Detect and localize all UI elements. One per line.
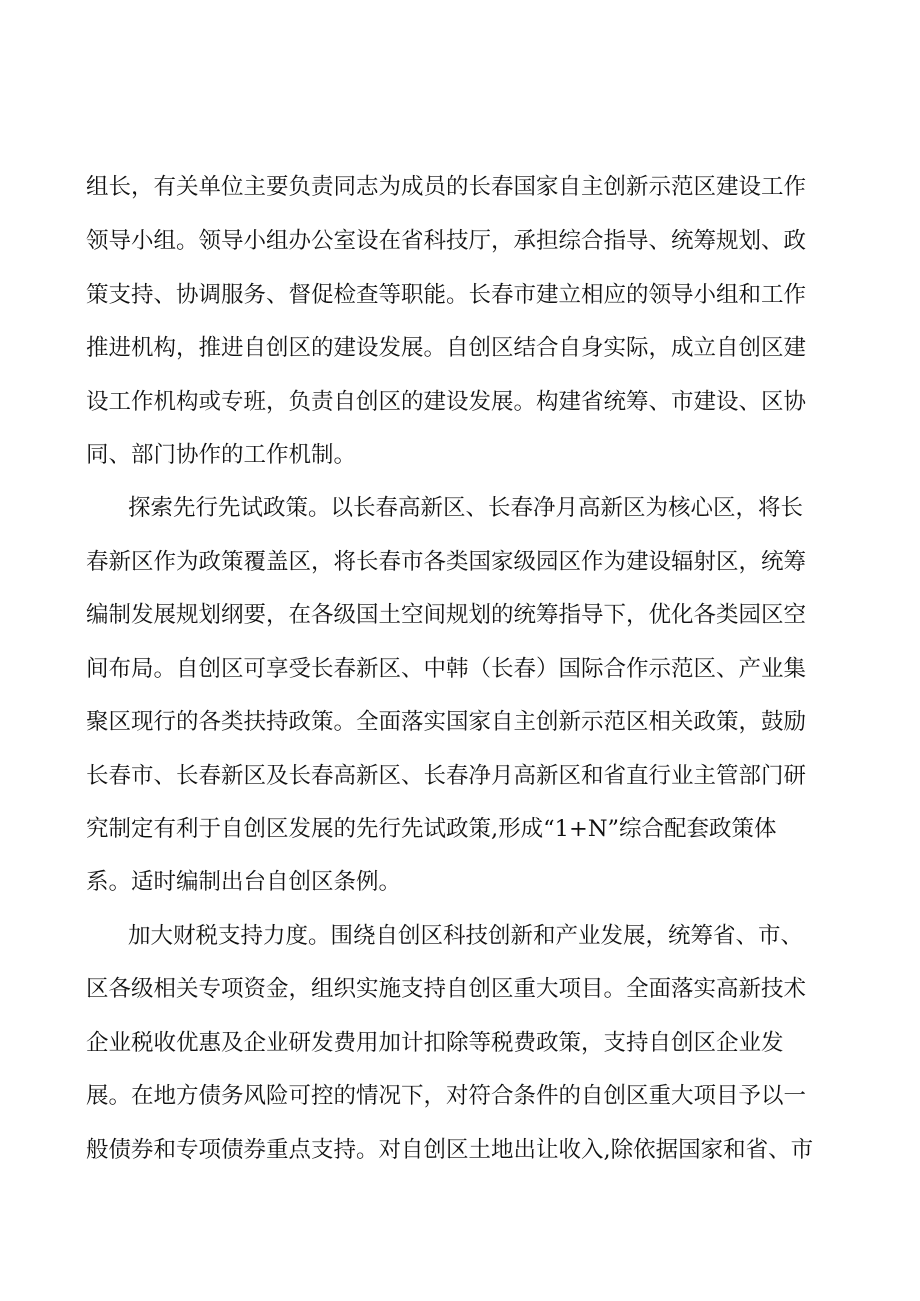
text-line: 策支持、协调服务、督促检查等职能。长春市建立相应的领导小组和工作 (86, 282, 807, 308)
text-line: 间布局。自创区可享受长春新区、中韩（长春）国际合作示范区、产业集 (86, 656, 807, 682)
text-line: 长春市、长春新区及长春高新区、长春净月高新区和省直行业主管部门研 (86, 763, 807, 789)
text-line: 系。适时编制出台自创区条例。 (86, 869, 402, 895)
text-line: 企业税收优惠及企业研发费用加计扣除等税费政策，支持自创区企业发 (86, 1030, 784, 1056)
text-line: 编制发展规划纲要，在各级国土空间规划的统筹指导下，优化各类园区空 (86, 602, 807, 628)
text-line: 推进机构，推进自创区的建设发展。自创区结合自身实际，成立自创区建 (86, 335, 807, 361)
text-line: 同、部门协作的工作机制。 (86, 442, 357, 468)
text-line: 般债券和专项债券重点支持。对自创区土地出让收入,除依据国家和省、市 (86, 1137, 814, 1163)
text-line: 探索先行先试政策。以长春高新区、长春净月高新区为核心区，将长 (128, 495, 804, 521)
text-line: 展。在地方债务风险可控的情况下，对符合条件的自创区重大项目予以一 (86, 1083, 807, 1109)
text-line: 领导小组。领导小组办公室设在省科技厅，承担综合指导、统筹规划、政 (86, 228, 807, 254)
text-line: 区各级相关专项资金，组织实施支持自创区重大项目。全面落实高新技术 (86, 976, 807, 1002)
text-line: 聚区现行的各类扶持政策。全面落实国家自主创新示范区相关政策，鼓励 (86, 709, 807, 735)
text-line: 设工作机构或专班，负责自创区的建设发展。构建省统筹、市建设、区协 (86, 389, 807, 415)
text-line: 究制定有利于自创区发展的先行先试政策,形成“1+N”综合配套政策体 (86, 816, 777, 842)
text-line: 春新区作为政策覆盖区，将长春市各类国家级园区作为建设辐射区，统筹 (86, 549, 807, 575)
text-line: 组长，有关单位主要负责同志为成员的长春国家自主创新示范区建设工作 (86, 174, 807, 200)
text-line: 加大财税支持力度。围绕自创区科技创新和产业发展，统筹省、市、 (128, 923, 804, 949)
